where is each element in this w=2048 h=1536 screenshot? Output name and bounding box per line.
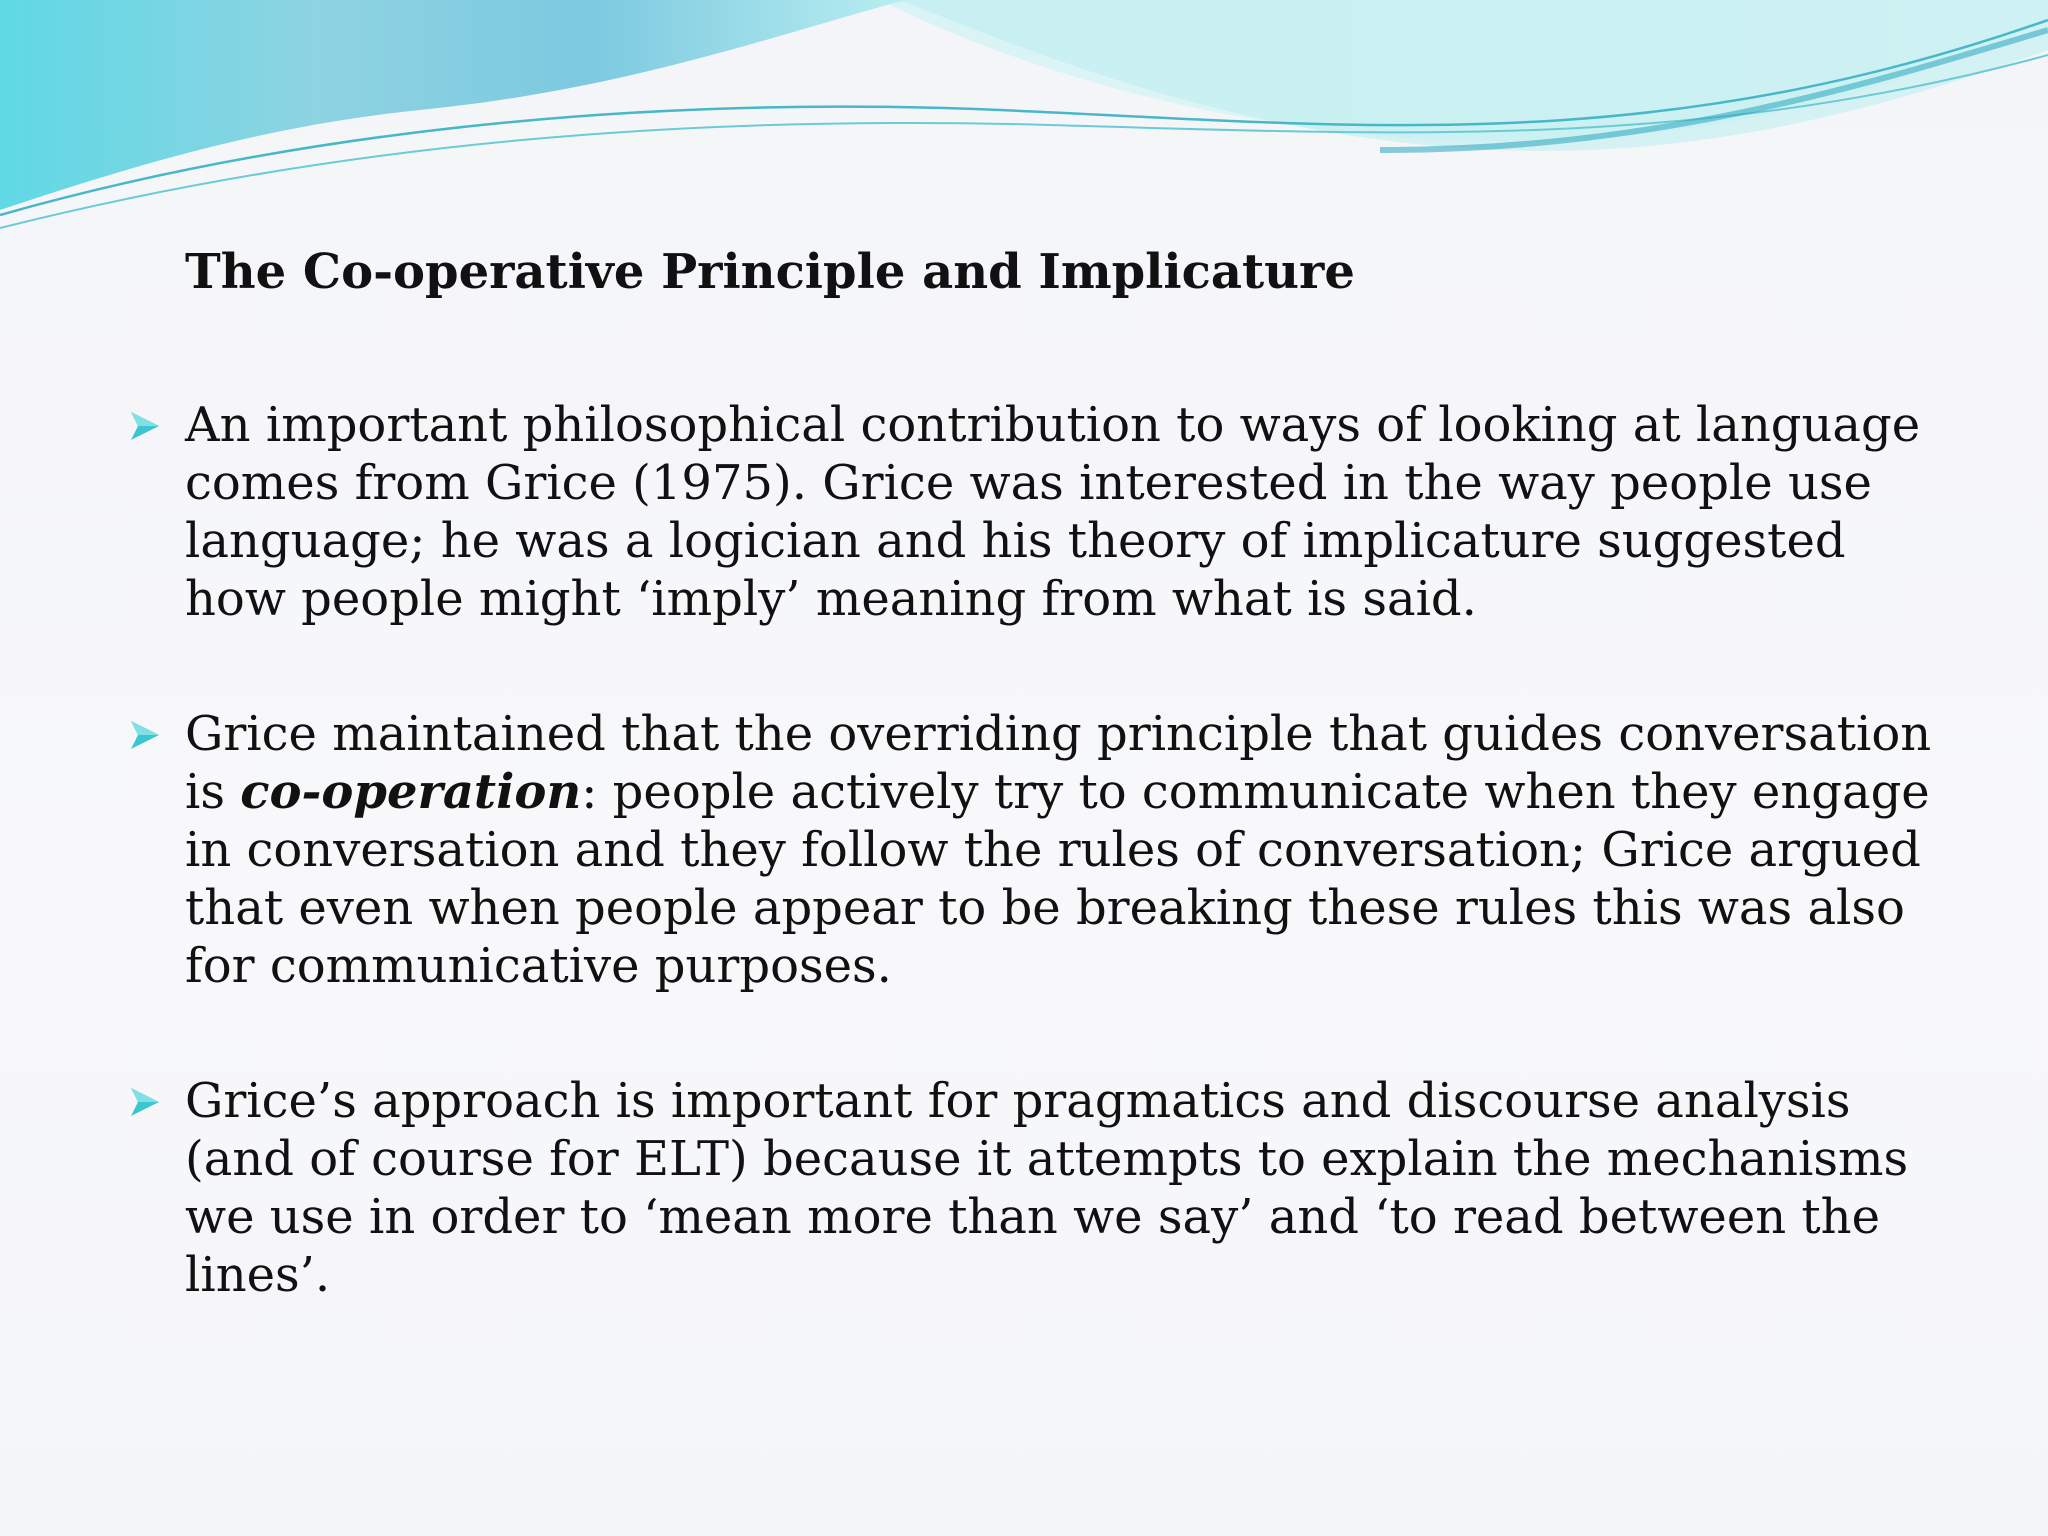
bullet-item [124,1072,1944,1304]
bullet-text: Grice’s approach is important for pragmatics and discourse analysis (and of course for ELT) because it attempts to explain the mechanisms we use in order to ‘mean more than we say’ and ‘to read between the lines’. [185,1073,1909,1303]
bullet-text-tail: : people actively try to communicate when they engage in conversation and they follow the rules of conversation; Grice argued that even when people appear to be breaking these rules this was also for communicative purposes. [185,764,1930,994]
slide-title: The Co-operative Principle and Implicature [185,244,1355,300]
arrow-right-icon [128,718,162,752]
bullet-item [124,705,1944,995]
arrow-right-icon [128,1085,162,1119]
arrow-right-icon [128,409,162,443]
emphasis-term: co-operation [240,764,582,820]
bullet-item [124,396,1944,628]
bullet-list [124,396,1944,1381]
header-wave-decoration [0,0,2048,240]
bullet-text-lead: Grice maintained that the overriding principle that guides conversation is [185,706,1932,820]
bullet-text: An important philosophical contribution to ways of looking at language comes from Grice (1975). Grice was interested in the way people use language; he was a logician and his theory of implicature suggested how people might ‘imply’ meaning from what is said. [185,397,1921,627]
bullet-text [185,705,1944,995]
